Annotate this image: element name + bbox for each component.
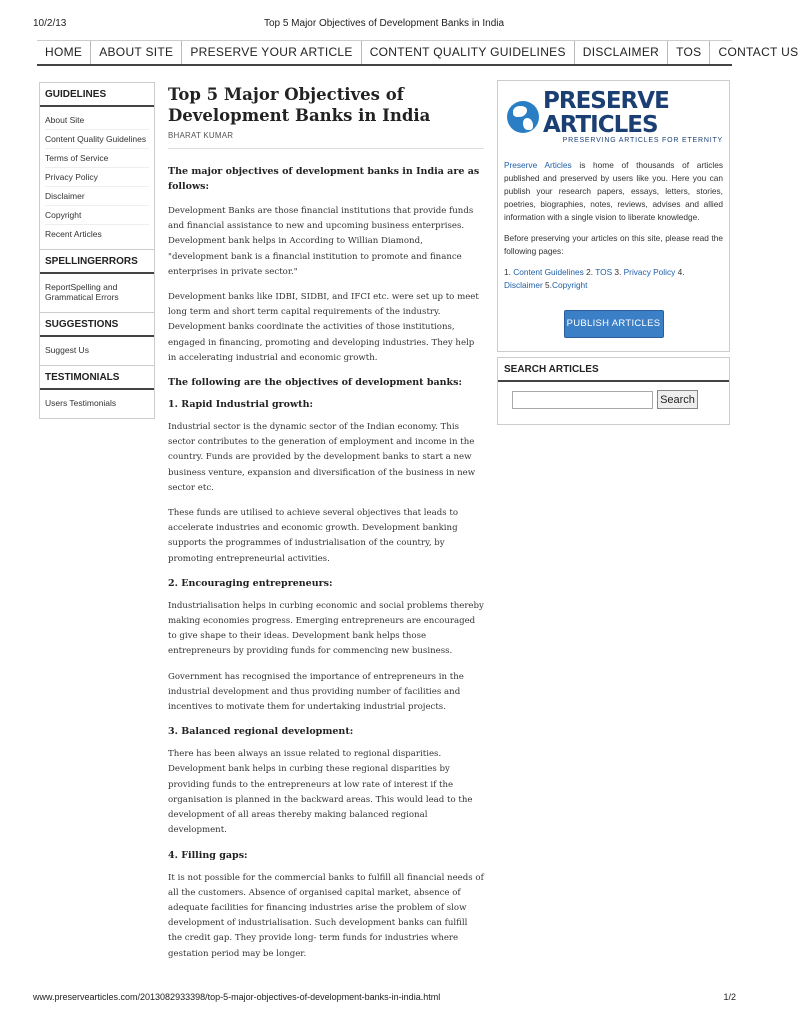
right-sidebar [497,80,730,425]
search-input[interactable] [512,391,653,409]
article-paragraph: There has been always an issue related to regional disparities. Development bank helps in curbing these regional disparities by providing funds to the entrepreneurs at low rate of interest if the organisation is planned in the backward areas. This would lead to the development of all areas thereby making balanced regional development. [168,749,473,836]
suggestions-heading: SUGGESTIONS [40,313,154,337]
article-paragraph: Industrialisation helps in curbing economic and social problems thereby making economies progress. Emerging entrepreneurs are encouraged to give shape to their ideas. Development bank helps those entrepreneurs by providing funds for commencing new business. [168,600,484,657]
logo-wordmark: PRESERVE ARTICLES [543,88,669,138]
print-url: www.preservearticles.com/2013082933398/top-5-major-objectives-of-development-banks-in-india.html [33,992,441,1002]
search-box [497,357,730,425]
testimonials-heading: TESTIMONIALS [40,366,154,390]
guidelines-list [40,107,154,249]
content-guidelines-link[interactable]: Content Guidelines [513,267,584,277]
testimonials-list [40,390,154,418]
copyright-link[interactable]: Copyright [551,280,588,290]
sidebar-item-terms-of-service[interactable]: Terms of Service [45,149,149,168]
site-intro-text: is home of thousands of articles published and preserved by users like you. Here you can publish your research papers, essays, letters, stories, poetries, biographies, notes, reviews, advises and allied information with a single vision to liberate knowledge. [504,160,724,222]
article-author[interactable]: BHARAT KUMAR [168,131,484,149]
article-paragraph: It is not possible for the commercial banks to fulfill all financial needs of all the customers. Absence of organised capital market, absence of adequate facilities for financing industries arise the problem of slow development of industrialisation. Such development banks can fulfill the credit gap. They provide long- term funds for industries where gestation period may be longer. [168,872,484,959]
sidebar-item-suggest-us[interactable]: Suggest Us [45,345,89,355]
guidelines-box [40,83,154,250]
sidebar-item-privacy-policy[interactable]: Privacy Policy [45,168,149,187]
article-title: Top 5 Major Objectives of Development Banks in India [168,85,431,125]
print-footer [0,992,768,1006]
spelling-heading: SPELLINGERRORS [40,250,154,274]
article [168,84,484,962]
sidebar-item-report-spelling[interactable]: ReportSpelling and Grammatical Errors [45,282,119,302]
search-heading: SEARCH ARTICLES [498,358,729,382]
logo-tagline: PRESERVING ARTICLES FOR ETERNITY [562,137,723,144]
section-heading-3: 3. Balanced regional development: [168,726,354,738]
search-button[interactable]: Search [657,390,698,409]
sidebar-item-disclaimer[interactable]: Disclaimer [45,187,149,206]
nav-tos[interactable]: TOS [668,41,710,64]
article-paragraph: Government has recognised the importance of entrepreneurs in the industrial development and thus providing number of facilities and incentives to motivate them for undertaking industrial projects. [168,671,464,713]
spelling-box [40,250,154,313]
link-number: 5. [542,280,552,290]
link-number: 1. [504,267,514,277]
sidebar-item-copyright[interactable]: Copyright [45,206,149,225]
link-number: 3. [612,267,624,277]
site-intro [504,159,723,224]
print-date: 10/2/13 [33,18,67,29]
testimonials-box [40,366,154,418]
article-paragraph: These funds are utilised to achieve several objectives that leads to accelerate industries and economic growth. Development banking supports the programmes of industrialisation of the country, by promoting entrepreneurial activities. [168,508,459,564]
print-header [0,18,768,32]
suggestions-list [40,337,154,365]
top-navigation [37,40,799,66]
section-heading-4: 4. Filling gaps: [168,849,248,861]
sidebar-item-about-site[interactable]: About Site [45,111,149,130]
nav-content-quality-guidelines[interactable]: CONTENT QUALITY GUIDELINES [362,41,575,64]
sidebar-item-content-quality[interactable]: Content Quality Guidelines [45,130,149,149]
suggestions-box [40,313,154,366]
left-sidebar [39,82,155,419]
preserve-articles-link[interactable]: Preserve Articles [504,160,572,170]
article-lead: The major objectives of development banks in India are as follows: [168,166,480,192]
tos-link[interactable]: TOS [595,267,613,277]
print-title: Top 5 Major Objectives of Development Banks in India [263,18,505,29]
site-logo[interactable] [504,89,723,145]
link-number: 4. [675,267,685,277]
search-row [498,382,729,417]
sidebar-item-recent-articles[interactable]: Recent Articles [45,229,102,239]
privacy-policy-link[interactable]: Privacy Policy [623,267,676,277]
nav-about-site[interactable]: ABOUT SITE [91,41,182,64]
section-heading-2: 2. Encouraging entrepreneurs: [168,577,333,589]
about-box [497,80,730,352]
link-number: 2. [583,267,596,277]
guidelines-heading: GUIDELINES [40,83,154,107]
page-number: 1/2 [723,992,736,1002]
globe-icon [507,101,539,133]
nav-preserve-your-article[interactable]: PRESERVE YOUR ARTICLE [182,41,361,64]
nav-home[interactable]: HOME [37,41,91,64]
logo-text [543,89,723,145]
objectives-heading: The following are the objectives of development banks: [168,377,462,389]
before-note: Before preserving your articles on this site, please read the following pages: [504,233,723,256]
spelling-list [40,274,154,312]
article-paragraph: Development banks like IDBI, SIDBI, and IFCI etc. were set up to meet long term and short term capital requirements of the industry. Development banks coordinate the activities of those institutions, engaged in financing, promoting and developing industries. They help in accelerating industrial and economic growth. [168,292,479,363]
article-paragraph: Industrial sector is the dynamic sector of the Indian economy. This sector contributes to the generation of employment and income in the country. Funds are provided by the development banks to start a new business venture, expansion and diversification of the business in new sector etc. [168,422,476,493]
article-paragraph: Development Banks are those financial institutions that provide funds and financial assistance to new and upcoming business enterprises. Development bank helps in According to Willian Diamond, "development bank is a financial institution to promote and finance enterprises in private sector." [168,206,474,277]
nav-contact-us[interactable]: CONTACT US [718,45,799,59]
disclaimer-link[interactable]: Disclaimer [504,280,543,290]
sidebar-item-users-testimonials[interactable]: Users Testimonials [45,398,117,408]
publish-articles-button[interactable]: PUBLISH ARTICLES [564,310,664,338]
nav-disclaimer[interactable]: DISCLAIMER [575,41,668,64]
section-heading-1: 1. Rapid Industrial growth: [168,399,313,411]
policy-links [504,266,723,292]
